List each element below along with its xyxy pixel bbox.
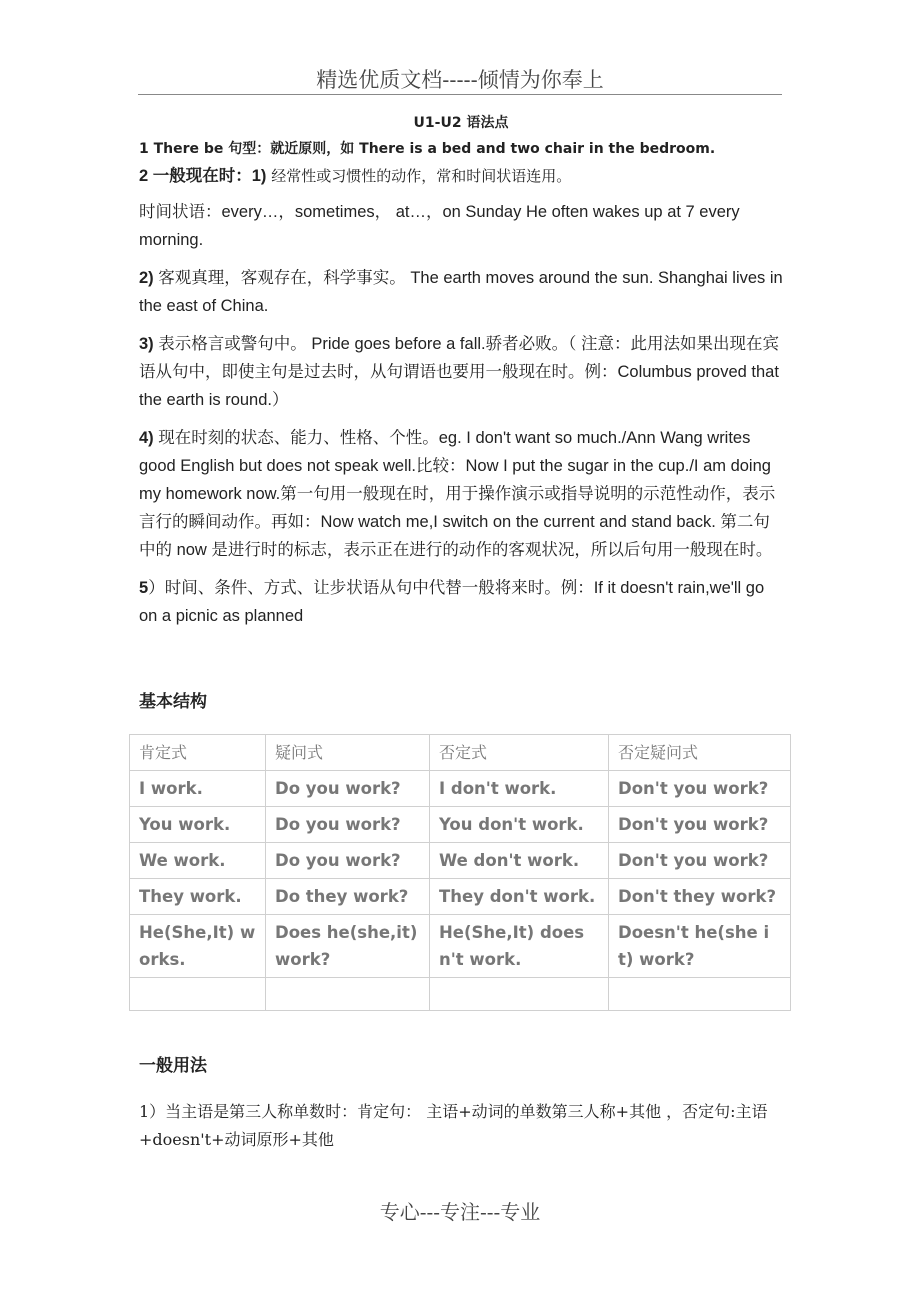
paragraph-3-text: 表示格言或警句中。 Pride goes before a fall.骄者必败。（ 注意：此用法如果出现在宾语从句中，即使主句是过去时，从句谓语也要用一般现在时。例：Columbus proved that the earth is round.） [139,335,779,409]
table-row [130,807,791,843]
point-1-there-be: 1 There be 句型：就近原则，如 There is a bed and two chair in the bedroom. [139,141,716,157]
document-body [139,112,783,630]
table-cell-empty [130,978,266,1011]
table-row [130,771,791,807]
table-cell: Doesn't he(she it) work? [609,915,791,978]
table-cell-empty [609,978,791,1011]
table-cell: You don't work. [430,807,609,843]
table-row-empty [130,978,791,1011]
table-cell: Does he(she,it) work? [266,915,430,978]
conjugation-table [129,734,791,1011]
table-row [130,879,791,915]
usage-paragraph-1: 1）当主语是第三人称单数时：肯定句： 主语+动词的单数第三人称+其他 ，否定句:主语+doesn't+动词原形+其他 [139,1102,768,1149]
table-cell-empty [430,978,609,1011]
paragraph-2-text: 客观真理，客观存在，科学事实。 The earth moves around the sun. Shanghai lives in the east of China. [139,269,783,315]
header-divider [138,94,782,95]
table-cell: They work. [130,879,266,915]
table-header-cell: 肯定式 [130,735,266,771]
section-title-basic-structure: 基本结构 [139,692,207,712]
table-cell: He(She,It) doesn't work. [430,915,609,978]
paragraph-3 [139,330,783,414]
paragraph-time-adverbials: 时间状语：every…，sometimes， at…，on Sunday He often wakes up at 7 every morning. [139,203,740,249]
table-header-cell: 否定式 [430,735,609,771]
document-title: U1-U2 语法点 [413,115,509,131]
table-row [130,843,791,879]
table-row [130,915,791,978]
table-cell: Do you work? [266,843,430,879]
table-cell: Don't you work? [609,843,791,879]
section-title-general-usage: 一般用法 [139,1056,207,1076]
paragraph-3-number: 3) [139,335,154,353]
paragraph-5-text: ）时间、条件、方式、让步状语从句中代替一般将来时。例：If it doesn't rain,we'll go on a picnic as planned [139,579,765,625]
table-cell: I don't work. [430,771,609,807]
table-header-cell: 疑问式 [266,735,430,771]
paragraph-4-number: 4) [139,429,154,447]
table-cell: They don't work. [430,879,609,915]
table-cell: Don't they work? [609,879,791,915]
paragraph-2-number: 2) [139,269,154,287]
point-2-number: 2 一般现在时：1) [139,167,267,185]
table-cell: I work. [130,771,266,807]
paragraph-5 [139,574,783,630]
table-header-row [130,735,791,771]
paragraph-4 [139,424,783,564]
table-cell: You work. [130,807,266,843]
table-cell: Do you work? [266,771,430,807]
table-cell: We don't work. [430,843,609,879]
table-cell: He(She,It) works. [130,915,266,978]
table-cell: Do you work? [266,807,430,843]
point-2-heading [139,162,783,190]
page-footer: 专心---专注---专业 [379,1200,541,1224]
table-header-cell: 否定疑问式 [609,735,791,771]
table-cell: Don't you work? [609,807,791,843]
paragraph-2 [139,264,783,320]
table-cell: Don't you work? [609,771,791,807]
paragraph-4-text: 现在时刻的状态、能力、性格、个性。eg. I don't want so much./Ann Wang writes good English but does not speak well.比较：Now I put the sugar in the cup./I am doing my homework now.第一句用一般现在时，用于操作演示或指导说明的示范性动作，表示言行的瞬间动作。再如：Now watch me,I switch on the current and stand back. 第二句中的 now 是进行时的标志，表示正在进行的动作的客观状况，所以后句用一般现在时。 [139,429,776,559]
page-header: 精选优质文档-----倾情为你奉上 [316,68,604,92]
table-cell: Do they work? [266,879,430,915]
table-cell-empty [266,978,430,1011]
point-2-text: 经常性或习惯性的动作，常和时间状语连用。 [266,167,572,185]
table-cell: We work. [130,843,266,879]
paragraph-5-number: 5 [139,579,149,597]
